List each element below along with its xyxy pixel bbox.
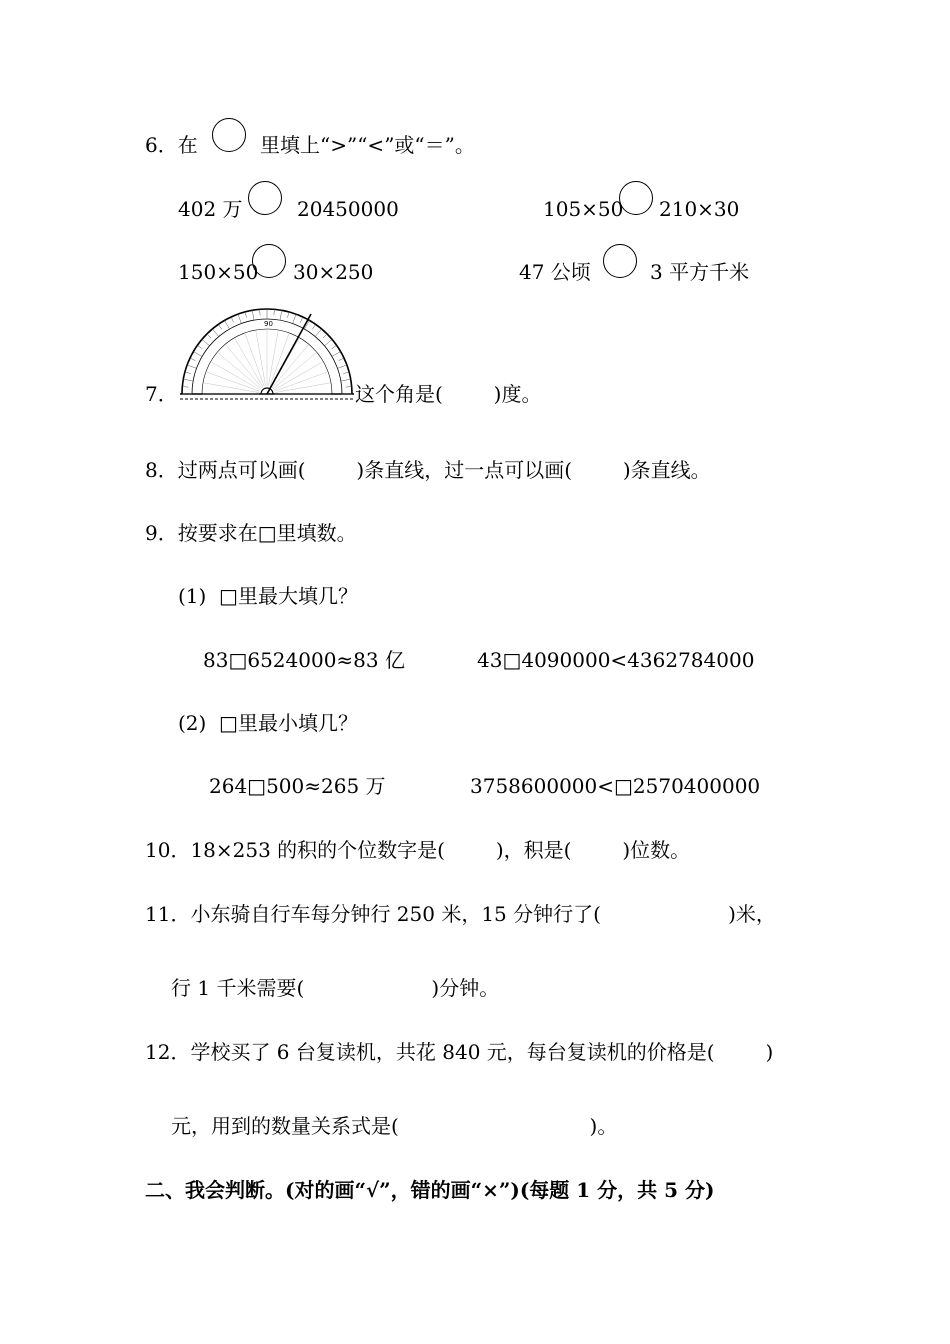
protractor-tick	[238, 314, 241, 323]
protractor-tick	[245, 312, 247, 318]
q7-question: 这个角是( )度。	[355, 382, 542, 406]
protractor-tick	[190, 358, 195, 361]
answer-circle-3[interactable]	[252, 244, 286, 278]
protractor-tick	[341, 379, 351, 381]
protractor-label-90: 90	[264, 320, 273, 328]
protractor-guide	[204, 383, 259, 393]
protractor-guide	[218, 353, 261, 389]
q6-item3-right: 30×250	[293, 260, 374, 284]
q6-instruction: 里填上“>”“<”或“＝”。	[260, 133, 475, 157]
protractor-tick	[315, 329, 321, 337]
protractor-tick	[323, 334, 327, 338]
protractor-tick	[225, 320, 230, 329]
protractor-tick	[231, 317, 234, 322]
q7-number: 7．	[145, 382, 178, 406]
protractor-guide	[226, 345, 262, 388]
q6-item3-left: 150×50	[178, 260, 259, 284]
protractor-figure	[178, 300, 356, 400]
q12-line1: 12．学校买了 6 台复读机，共花 840 元，每台复读机的价格是( )	[145, 1040, 774, 1064]
blank-circle[interactable]	[212, 118, 246, 152]
protractor-tick	[332, 345, 337, 348]
protractor-guide	[274, 362, 322, 390]
q9-part1-item2: 43□4090000<4362784000	[477, 648, 755, 672]
answer-circle-4[interactable]	[603, 244, 637, 278]
protractor-tick	[193, 352, 202, 357]
protractor-tick	[197, 345, 202, 348]
protractor-tick	[212, 329, 218, 337]
protractor-tick	[300, 317, 303, 322]
q11-line1: 11．小东骑自行车每分钟行 250 米，15 分钟行了( )米，	[145, 902, 776, 926]
protractor-tick	[182, 387, 188, 388]
q9-title: 9．按要求在□里填数。	[145, 521, 357, 545]
protractor-guide	[245, 334, 264, 387]
protractor-tick	[339, 358, 344, 361]
protractor-guide	[212, 362, 260, 390]
q6-item2-left: 105×50	[543, 197, 624, 221]
protractor-guide	[256, 331, 266, 386]
protractor-tick	[287, 312, 289, 318]
protractor-tick	[337, 365, 346, 368]
q8-question: 8．过两点可以画( )条直线，过一点可以画( )条直线。	[145, 458, 711, 482]
q9-part1-item1: 83□6524000≈83 亿	[203, 648, 405, 672]
q6-item4-left: 47 公顷	[519, 260, 591, 284]
protractor-tick	[324, 339, 332, 345]
q6-item4-right: 3 平方千米	[650, 260, 750, 284]
protractor-tick	[343, 372, 349, 374]
q6-item1-left: 402 万	[178, 197, 243, 221]
q11-line2: 行 1 千米需要( )分钟。	[171, 976, 500, 1000]
protractor-tick	[252, 310, 254, 320]
protractor-guide	[275, 383, 330, 393]
answer-circle-2[interactable]	[619, 181, 653, 215]
protractor-tick	[185, 372, 191, 374]
protractor-tick	[312, 324, 315, 329]
protractor-guide	[207, 372, 260, 391]
q9-part2-item2: 3758600000<□2570400000	[470, 774, 761, 798]
protractor-tick	[207, 334, 211, 338]
q6-item1-right: 20450000	[297, 197, 399, 221]
protractor-guide	[275, 372, 328, 391]
q6-item2-right: 210×30	[659, 197, 740, 221]
protractor-tick	[332, 352, 341, 357]
angle-ray	[267, 314, 311, 394]
protractor-tick	[202, 339, 210, 345]
protractor-tick	[218, 324, 221, 329]
answer-circle-1[interactable]	[248, 181, 282, 215]
q9-part1-label: (1) □里最大填几？	[178, 584, 358, 608]
protractor-guide	[235, 339, 263, 387]
q9-part2-item1: 264□500≈265 万	[209, 774, 386, 798]
section2-title: 二、我会判断。(对的画“√”，错的画“×”)(每题 1 分，共 5 分)	[145, 1178, 715, 1202]
protractor-tick	[346, 387, 352, 388]
q9-part2-label: (2) □里最小填几？	[178, 711, 358, 735]
protractor-tick	[260, 309, 261, 315]
q10-question: 10．18×253 的积的个位数字是( )，积是( )位数。	[145, 838, 691, 862]
protractor-tick	[187, 365, 196, 368]
q12-line2: 元，用到的数量关系式是( )。	[171, 1114, 618, 1138]
protractor-tick	[280, 310, 282, 320]
protractor-tick	[183, 379, 193, 381]
q6-prefix: 6．在	[145, 133, 198, 157]
protractor-tick	[293, 314, 296, 323]
protractor-tick	[274, 309, 275, 315]
